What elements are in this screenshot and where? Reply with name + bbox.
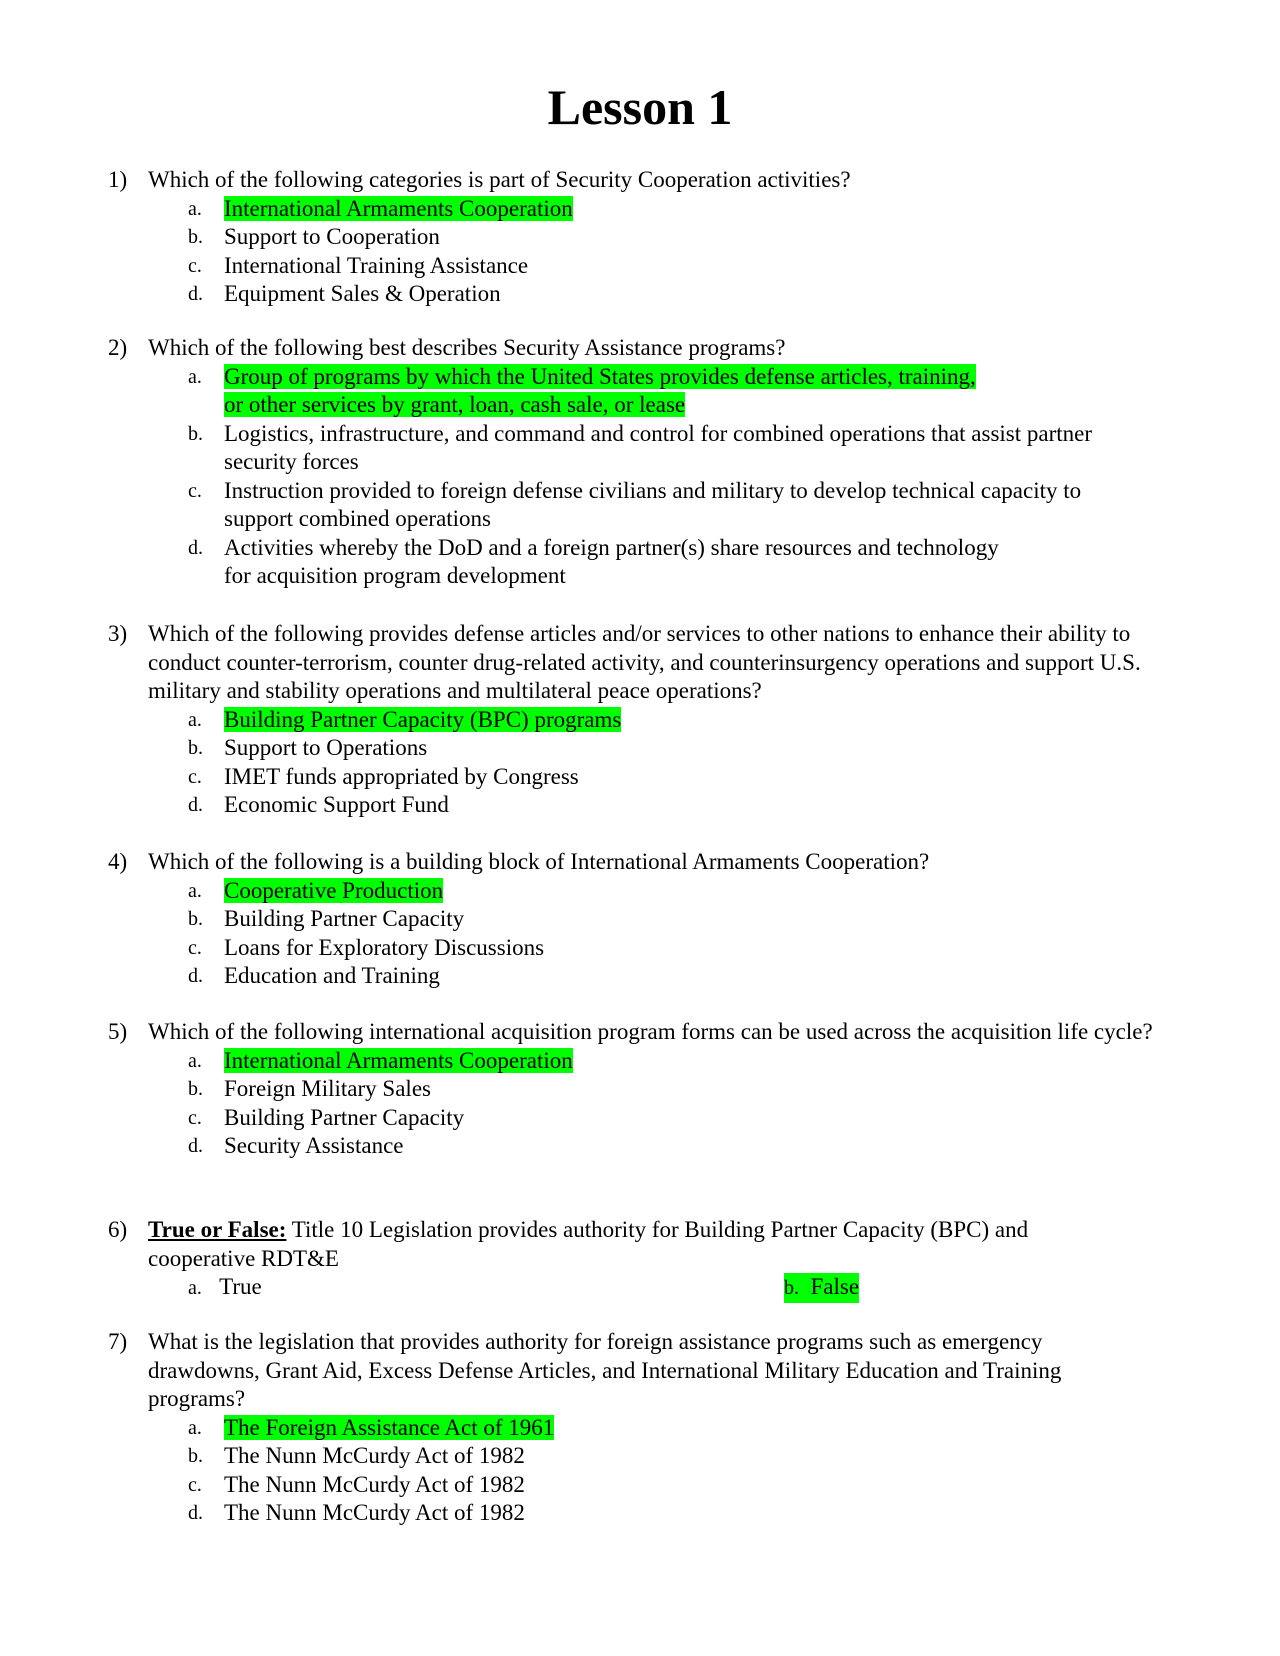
option-text: The Nunn McCurdy Act of 1982 [224, 1500, 525, 1525]
option-d [108, 1132, 1208, 1161]
option-letter: b. [188, 226, 203, 248]
question-text: Which of the following international acquisition program forms can be used across the acquisition life cycle? [148, 1019, 1153, 1044]
question-6 [108, 1216, 1208, 1302]
correct-answer-highlight: The Foreign Assistance Act of 1961 [224, 1414, 555, 1440]
option-letter: a. [188, 1416, 202, 1439]
question-number: 4) [108, 849, 128, 874]
option-list [108, 1414, 1208, 1528]
question-text: What is the legislation that provides authority for foreign assistance programs such as emergency drawdowns, Grant Aid, Excess Defense Articles, and International Military Education and Training programs? [148, 1329, 1062, 1411]
question-7 [108, 1328, 1208, 1528]
option-text: Economic Support Fund [224, 792, 449, 817]
option-text: Instruction provided to foreign defense civilians and military to develop technical capacity to support combined operations [224, 477, 1082, 531]
option-letter: b. [188, 908, 203, 930]
option-list [108, 363, 1208, 591]
option-letter: b. [188, 1445, 203, 1467]
question-number: 7) [108, 1329, 128, 1354]
option-letter: d. [188, 283, 203, 305]
option-d [108, 1499, 1208, 1528]
option-c [108, 763, 1208, 792]
question-number: 3) [108, 621, 128, 646]
option-text: Logistics, infrastructure, and command and control for combined operations that assist partner security forces [224, 420, 1093, 474]
option-letter: d. [188, 1502, 203, 1524]
option-letter: c. [188, 254, 202, 277]
option-letter: c. [188, 479, 202, 502]
option-letter: c. [188, 1473, 202, 1496]
option-text: The Nunn McCurdy Act of 1982 [224, 1443, 525, 1468]
option-letter: c. [188, 1106, 202, 1129]
option-a [108, 1047, 1208, 1076]
question-text: Which of the following provides defense articles and/or services to other nations to enhance their ability to conduct counter-terrorism, counter drug-related activity, and counterinsurgency operations and support U.S. military and stability operations and multilateral peace operations? [148, 621, 1141, 703]
option-letter: d. [188, 536, 203, 559]
question-number: 1) [108, 167, 128, 192]
question-text [148, 1216, 1088, 1273]
option-a [108, 363, 1208, 420]
option-text: Equipment Sales & Operation [224, 281, 501, 306]
correct-answer-highlight: Cooperative Production [224, 877, 444, 903]
question-text: Which of the following categories is part of Security Cooperation activities? [148, 167, 851, 192]
option-d [108, 962, 1208, 991]
question-1 [108, 166, 1208, 309]
question-text: Which of the following best describes Security Assistance programs? [148, 335, 786, 360]
option-list [108, 195, 1208, 309]
option-b [108, 1075, 1208, 1104]
option-list [108, 877, 1208, 991]
option-c [108, 1471, 1208, 1500]
option-c [108, 477, 1208, 534]
option-text: Foreign Military Sales [224, 1076, 431, 1101]
option-b [108, 905, 1208, 934]
question-3 [108, 620, 1208, 820]
option-letter: b. [188, 1078, 203, 1100]
option-letter: b. [188, 422, 203, 445]
correct-answer-highlight: Building Partner Capacity (BPC) programs [224, 706, 622, 732]
correct-answer-highlight: International Armaments Cooperation [224, 195, 573, 221]
correct-answer-highlight: International Armaments Cooperation [224, 1047, 573, 1073]
option-letter: d. [188, 965, 203, 987]
option-letter: d. [188, 1135, 203, 1157]
option-b [108, 223, 1208, 252]
option-text: Activities whereby the DoD and a foreign partner(s) share resources and technology for acquisition program development [224, 534, 999, 588]
option-d [108, 534, 1208, 591]
option-text: Loans for Exploratory Discussions [224, 934, 545, 960]
option-b [108, 1442, 1208, 1471]
option-list [108, 706, 1208, 820]
option-letter: a. [188, 708, 202, 731]
option-b [784, 1273, 859, 1303]
option-d [108, 280, 1208, 309]
option-a [108, 706, 1208, 735]
option-text: IMET funds appropriated by Congress [224, 763, 579, 789]
option-a [108, 195, 1208, 224]
option-text: Support to Operations [224, 735, 428, 760]
question-number: 5) [108, 1019, 128, 1044]
option-text: The Nunn McCurdy Act of 1982 [224, 1471, 525, 1497]
option-d [108, 791, 1208, 820]
question-4 [108, 848, 1208, 991]
option-letter: d. [188, 794, 203, 816]
option-b [108, 420, 1208, 477]
option-letter: a. [188, 197, 202, 220]
option-list [108, 1047, 1208, 1161]
option-letter: a. [188, 365, 202, 388]
option-text: Building Partner Capacity [224, 906, 465, 931]
option-text: International Training Assistance [224, 252, 529, 278]
option-letter: a. [188, 879, 202, 902]
option-letter: c. [188, 765, 202, 788]
option-letter: a. [188, 1277, 202, 1299]
true-false-options [108, 1273, 1208, 1302]
question-number: 6) [108, 1217, 128, 1242]
correct-answer-highlight: Group of programs by which the United States provides defense articles, training, or other services by grant, loan, cash sale, or lease [224, 363, 976, 417]
option-text: Support to Cooperation [224, 224, 440, 249]
option-a [108, 1414, 1208, 1443]
option-b [108, 734, 1208, 763]
question-number: 2) [108, 335, 128, 360]
question-text: Which of the following is a building block of International Armaments Cooperation? [148, 849, 930, 874]
page-title: Lesson 1 [547, 79, 733, 135]
option-a [188, 1273, 262, 1303]
option-text: Building Partner Capacity [224, 1104, 465, 1130]
option-letter: b. [784, 1277, 799, 1299]
option-c [108, 934, 1208, 963]
option-letter: a. [188, 1049, 202, 1072]
question-5 [108, 1018, 1208, 1161]
correct-answer-highlight: False [810, 1274, 860, 1299]
option-text: Education and Training [224, 963, 440, 988]
option-letter: b. [188, 737, 203, 759]
option-text: True [219, 1274, 262, 1299]
true-false-label: True or False: [148, 1217, 287, 1242]
option-letter: c. [188, 936, 202, 959]
option-text: Security Assistance [224, 1133, 404, 1158]
question-body: Title 10 Legislation provides authority for Building Partner Capacity (BPC) and cooperative RDT&E [148, 1217, 1029, 1271]
option-c [108, 252, 1208, 281]
option-a [108, 877, 1208, 906]
question-2 [108, 334, 1208, 591]
option-c [108, 1104, 1208, 1133]
